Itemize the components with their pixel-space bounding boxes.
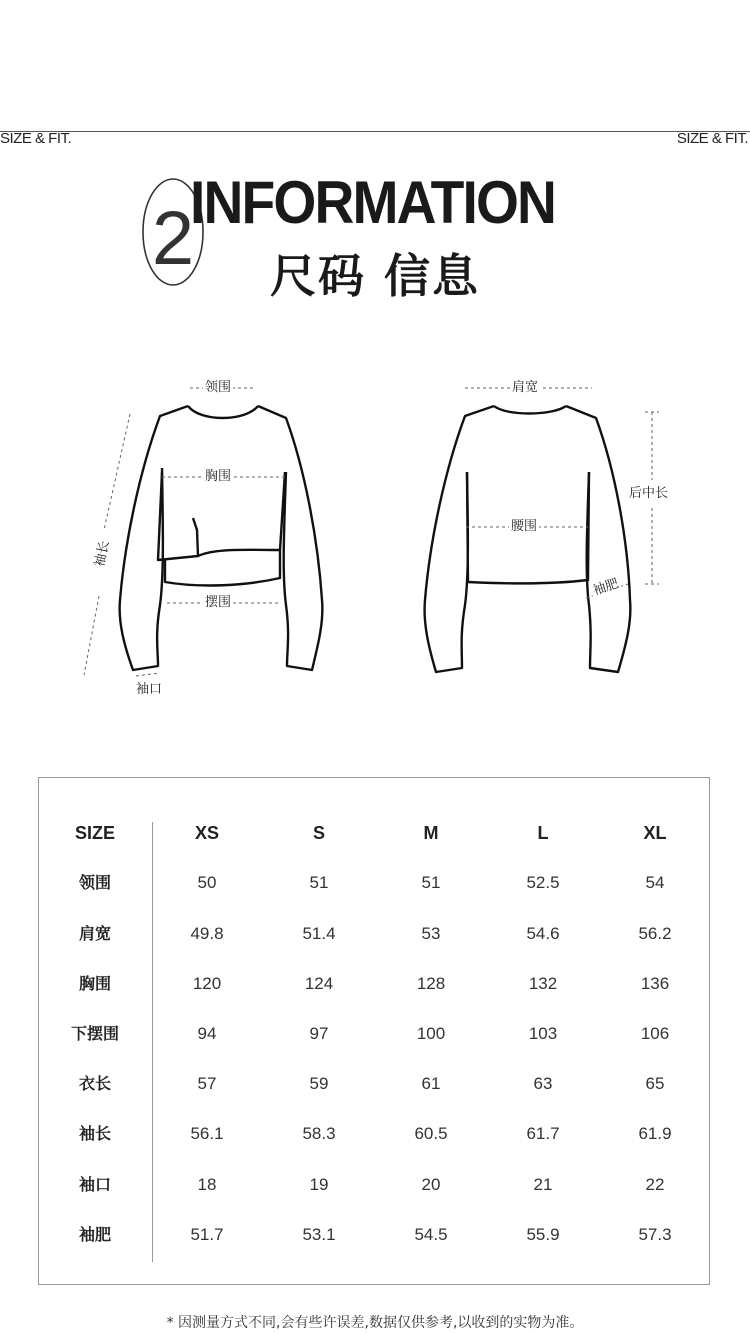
label-sleeve-length: 袖长 xyxy=(92,538,114,571)
title-english: INFORMATION xyxy=(190,169,556,236)
table-cell: 54.6 xyxy=(526,924,560,943)
table-row xyxy=(39,1019,709,1049)
label-back-length: 后中长 xyxy=(629,486,669,501)
label-collar: 领围 xyxy=(205,380,232,395)
size-col-m: M xyxy=(423,823,439,843)
back-garment-outline xyxy=(425,406,631,672)
front-measure-lines xyxy=(84,388,285,676)
table-cell: 63 xyxy=(533,1074,553,1093)
table-cell: 51 xyxy=(309,873,329,892)
front-garment-outline xyxy=(120,406,323,670)
table-cell: 22 xyxy=(645,1175,665,1194)
table-cell: 132 xyxy=(528,974,558,993)
table-cell: 49.8 xyxy=(190,924,224,943)
size-table xyxy=(38,777,710,1285)
table-cell: 124 xyxy=(304,974,334,993)
table-row xyxy=(39,1220,709,1250)
table-cell: 57 xyxy=(197,1074,217,1093)
row-label: 领围 xyxy=(78,873,111,892)
table-cell: 55.9 xyxy=(526,1225,560,1244)
measurement-footnote: * 因测量方式不同,会有些许误差,数据仅供参考,以收到的实物为准。 xyxy=(166,1315,584,1331)
table-cell: 57.3 xyxy=(638,1225,672,1244)
table-cell: 53.1 xyxy=(302,1225,336,1244)
table-cell: 58.3 xyxy=(302,1124,336,1143)
table-cell: 136 xyxy=(640,974,670,993)
table-cell: 61.7 xyxy=(526,1124,560,1143)
table-cell: 97 xyxy=(309,1024,329,1043)
table-cell: 19 xyxy=(309,1175,329,1194)
table-cell: 94 xyxy=(197,1024,217,1043)
table-cell: 60.5 xyxy=(414,1124,448,1143)
row-label: 胸围 xyxy=(78,974,111,993)
label-shoulder: 肩宽 xyxy=(512,380,539,395)
table-cell: 50 xyxy=(197,873,217,892)
table-cell: 100 xyxy=(416,1024,446,1043)
label-chest: 胸围 xyxy=(205,469,232,484)
table-cell: 128 xyxy=(416,974,446,993)
size-fit-tag-right: SIZE & FIT. xyxy=(676,130,748,147)
table-cell: 51 xyxy=(421,873,441,892)
table-row xyxy=(39,969,709,999)
label-sleeve-width: 袖肥 xyxy=(589,576,622,600)
table-cell: 61 xyxy=(421,1074,441,1093)
title-chinese: 尺码 信息 xyxy=(270,249,481,303)
size-col-l: L xyxy=(537,823,549,843)
table-header-row xyxy=(39,818,709,848)
table-cell: 52.5 xyxy=(526,873,560,892)
table-row xyxy=(39,868,709,898)
size-fit-tag-left: SIZE & FIT. xyxy=(0,130,72,147)
table-cell: 51.7 xyxy=(190,1225,224,1244)
table-cell: 54 xyxy=(645,873,665,892)
size-col-xl: XL xyxy=(643,823,667,843)
label-waist: 腰围 xyxy=(511,519,538,534)
table-cell: 20 xyxy=(421,1175,441,1194)
row-label: 袖肥 xyxy=(78,1225,111,1244)
number-badge-text: 2 xyxy=(151,196,195,281)
top-rule xyxy=(0,131,750,132)
row-label: 下摆围 xyxy=(70,1024,119,1043)
row-label: 袖口 xyxy=(78,1175,111,1194)
table-row xyxy=(39,919,709,949)
label-hem: 摆围 xyxy=(205,595,232,610)
table-cell: 59 xyxy=(309,1074,329,1093)
size-col-s: S xyxy=(312,823,325,843)
row-label: 肩宽 xyxy=(78,924,111,943)
table-row xyxy=(39,1170,709,1200)
table-cell: 61.9 xyxy=(638,1124,672,1143)
table-row xyxy=(39,1069,709,1099)
table-cell: 53 xyxy=(421,924,441,943)
table-cell: 56.1 xyxy=(190,1124,224,1143)
table-cell: 21 xyxy=(533,1175,553,1194)
garment-diagram xyxy=(0,360,750,705)
row-label: 袖长 xyxy=(78,1124,111,1143)
table-cell: 106 xyxy=(640,1024,670,1043)
row-label: 衣长 xyxy=(78,1074,111,1093)
table-cell: 65 xyxy=(645,1074,665,1093)
table-cell: 56.2 xyxy=(638,924,672,943)
table-cell: 54.5 xyxy=(414,1225,448,1244)
table-cell: 120 xyxy=(192,974,222,993)
table-cell: 103 xyxy=(528,1024,558,1043)
table-cell: 18 xyxy=(197,1175,217,1194)
label-cuff: 袖口 xyxy=(136,682,163,697)
table-cell: 51.4 xyxy=(302,924,336,943)
size-corner: SIZE xyxy=(74,823,115,843)
garment-sketch xyxy=(0,360,750,700)
table-row xyxy=(39,1119,709,1149)
size-col-xs: XS xyxy=(194,823,219,843)
